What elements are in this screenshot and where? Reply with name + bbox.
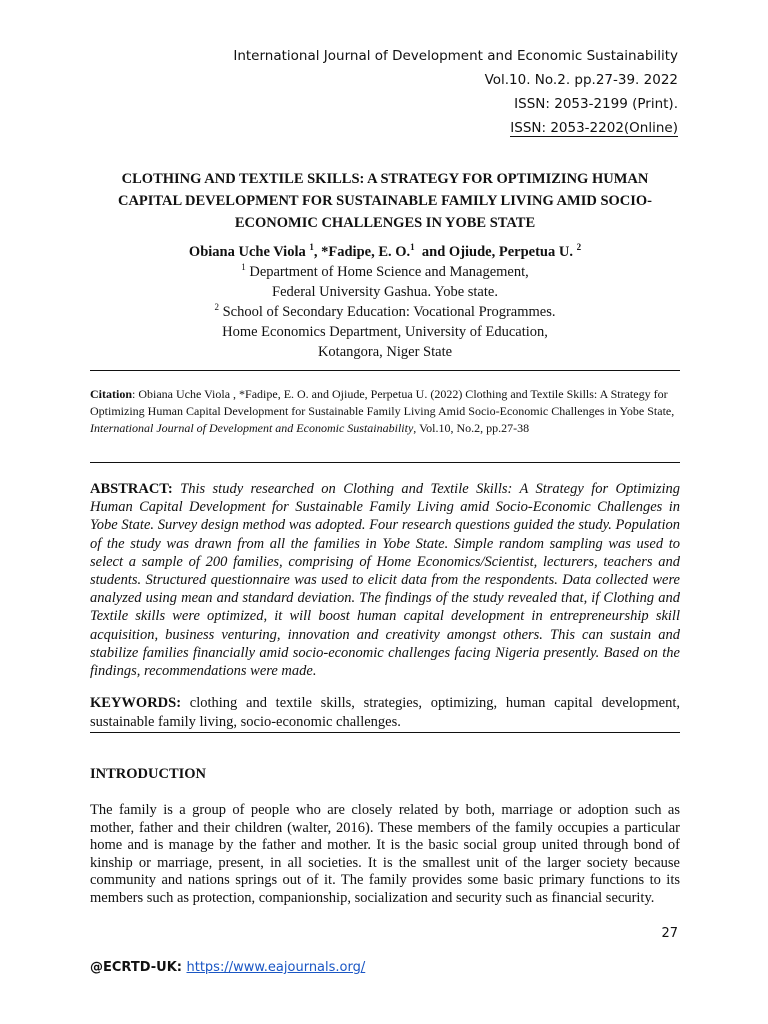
paper-title bbox=[90, 168, 680, 234]
title-line-2: CAPITAL DEVELOPMENT FOR SUSTAINABLE FAMILY LIVING AMID SOCIO- bbox=[117, 193, 653, 209]
citation-journal: International Journal of Development and Economic Sustainability bbox=[90, 421, 414, 435]
author-2: , *Fadipe, E. O. bbox=[313, 244, 411, 260]
abstract-text: This study researched on Clothing and Textile Skills: A Strategy for Optimizing Human Capital Development for Sustainable Family Living amid Socio-Economic Challenges in Yobe State. Survey design method was adopted. Four research questions guided the study. Population of the study was drawn from all the families in Yobe State. Simple random sampling was used to select a sample of 200 families, comprising of Home Economics/Scientist, lecturers, teachers and students. Structured questionnaire was used to elicit data from the respondents. Data collected were analyzed using mean and standard deviation. The findings of the study revealed that, if Clothing and Textile skills were optimized, it will boost human capital development in entrepreneurship skill acquisition, business venturing, innovation and creativity amongst others. This can sustain and stabilize families financially amid socio-economic challenges facing Nigeria presently. Based on the findings, recommendations were made. bbox=[90, 481, 680, 680]
issn-print: ISSN: 2053-2199 (Print). bbox=[514, 96, 678, 112]
introduction-paragraph: The family is a group of people who are closely related by both, marriage or adoption such as mother, father and their children (walter, 2016). These members of the family occupies a particular home and is manage by the father and mother. It is the basic social group united through bond of kinship or marriage, present, in all societies. It is the smallest unit of the larger society because community and nations springs out of it. The family provides some basic primary functions to its members such as protection, companionship, socialization and security such as financial security. bbox=[90, 802, 680, 906]
affiliation-2: $^2$ School of Secondary Education: Vocational Programmes. bbox=[214, 302, 556, 320]
affiliation-1: $^1$ Department of Home Science and Management, bbox=[241, 262, 529, 280]
author-2-sup: 1 bbox=[410, 242, 415, 253]
title-line-3: ECONOMIC CHALLENGES IN YOBE STATE bbox=[234, 215, 536, 231]
citation-tail: , Vol.10, No.2, pp.27-38 bbox=[413, 421, 530, 435]
citation-block bbox=[90, 386, 682, 437]
affiliation-1-line-2: Federal University Gashua. Yobe state. bbox=[272, 284, 498, 300]
author-1: Obiana Uche Viola bbox=[188, 244, 310, 260]
introduction-heading: INTRODUCTION bbox=[90, 766, 207, 782]
affiliation-2-line-2: Home Economics Department, University of Education, bbox=[222, 324, 548, 340]
author-1-sup: 1 bbox=[309, 242, 314, 253]
author-3-sup: 2 bbox=[576, 242, 582, 253]
journal-header bbox=[233, 44, 678, 140]
footer bbox=[90, 960, 365, 975]
keywords-block bbox=[90, 694, 680, 732]
issn-online: ISSN: 2053-2202(Online) bbox=[510, 120, 678, 136]
citation-top-rule bbox=[90, 370, 680, 371]
affiliation-2-sup: 2 bbox=[214, 302, 219, 313]
page-number: 27 bbox=[661, 926, 678, 941]
keywords-text: clothing and textile skills, strategies, optimizing, human capital development, sustainable family living, socio-economic challenges. bbox=[90, 695, 680, 730]
affiliation-2-line-3: Kotangora, Niger State bbox=[317, 344, 453, 360]
author-names bbox=[90, 242, 680, 262]
affiliation-1-sup: 1 bbox=[241, 262, 246, 273]
citation-label: Citation bbox=[90, 387, 132, 401]
author-block bbox=[90, 242, 680, 362]
footer-link[interactable]: https://www.eajournals.org/ bbox=[186, 960, 366, 975]
journal-volume: Vol.10. No.2. pp.27-39. 2022 bbox=[484, 72, 678, 88]
abstract-label: ABSTRACT: bbox=[90, 481, 173, 497]
abstract-block bbox=[90, 480, 680, 680]
footer-label: @ECRTD-UK: bbox=[90, 960, 187, 975]
keywords-label: KEYWORDS: bbox=[90, 695, 182, 711]
citation-text: : Obiana Uche Viola , *Fadipe, E. O. and Ojiude, Perpetua U. (2022) Clothing and Textile Skills: A Strategy for Optimizing Human Capital Development for Sustainable Family Living Amid Socio-Economic Challenges in Yobe State, bbox=[90, 387, 675, 418]
keywords-bottom-rule bbox=[90, 732, 680, 733]
citation-bottom-rule bbox=[90, 462, 680, 463]
title-line-1: CLOTHING AND TEXTILE SKILLS: A STRATEGY FOR OPTIMIZING HUMAN bbox=[121, 171, 649, 187]
author-3: and Ojiude, Perpetua U. bbox=[414, 244, 577, 260]
journal-name: International Journal of Development and Economic Sustainability bbox=[233, 48, 678, 64]
